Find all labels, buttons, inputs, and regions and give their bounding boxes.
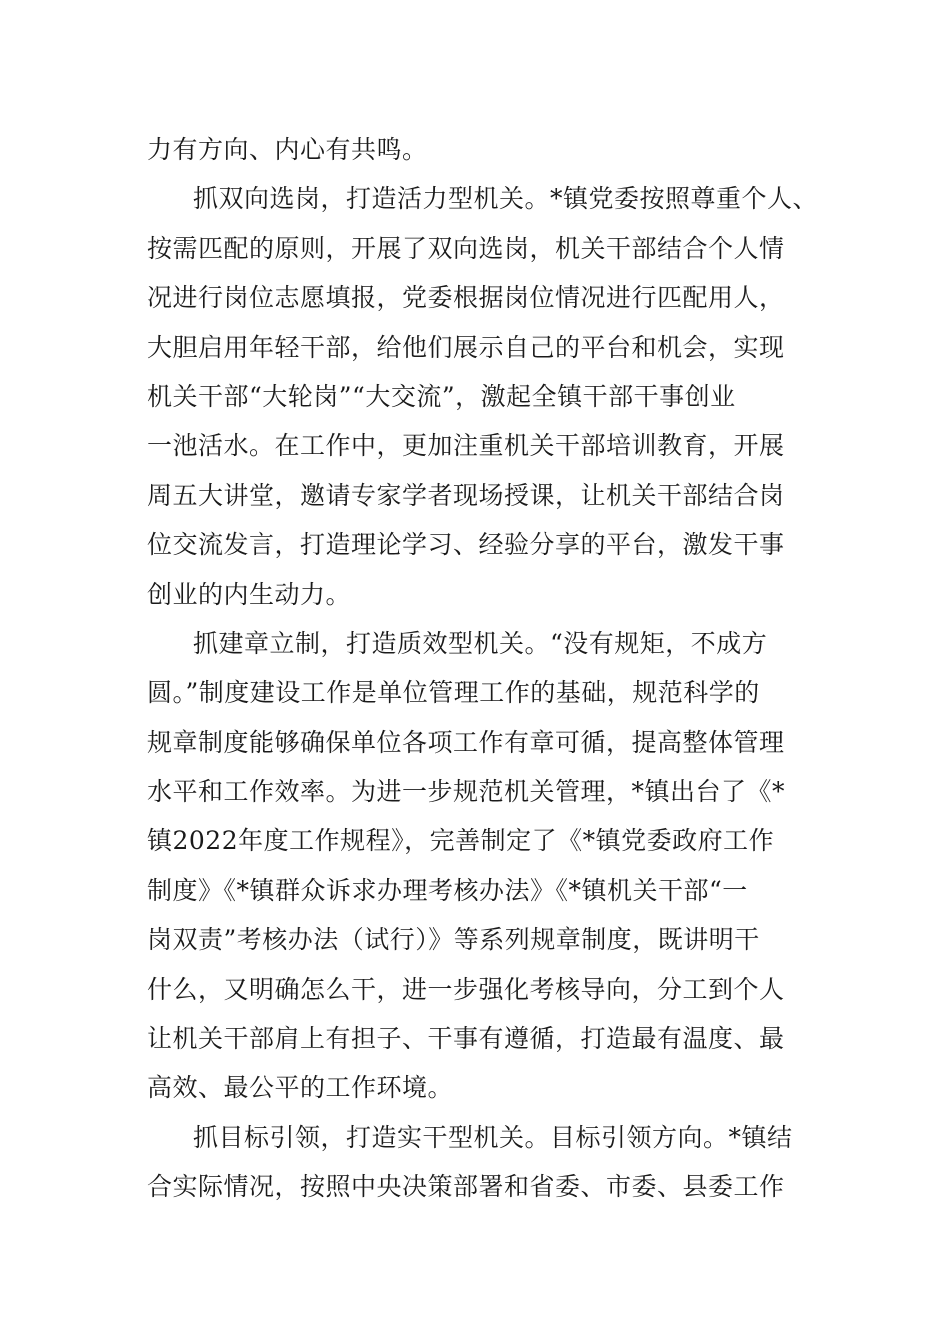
text-line: 制度》《*镇群众诉求办理考核办法》《*镇机关干部“一 <box>147 875 748 905</box>
text-line: 镇2022年度工作规程》，完善制定了《*镇党委政府工作 <box>147 826 775 856</box>
text-line: 一池活水。在工作中，更加注重机关干部培训教育，开展 <box>147 431 785 461</box>
text-line: 按需匹配的原则，开展了双向选岗，机关干部结合个人情 <box>147 233 785 263</box>
text-line: 大胆启用年轻干部，给他们展示自己的平台和机会，实现 <box>147 332 785 362</box>
paragraph-first-line: 抓双向选岗，打造活力型机关。*镇党委按照尊重个人、 <box>193 184 819 214</box>
text-line: 机关干部“大轮岗”“大交流”，激起全镇干部干事创业 <box>147 381 736 411</box>
text-line: 况进行岗位志愿填报，党委根据岗位情况进行匹配用人， <box>147 283 785 313</box>
text-line: 位交流发言，打造理论学习、经验分享的平台，激发干事 <box>147 530 785 560</box>
text-line: 合实际情况，按照中央决策部署和省委、市委、县委工作 <box>147 1172 785 1202</box>
text-line: 力有方向、内心有共鸣。 <box>147 135 428 164</box>
document-body <box>147 125 817 1212</box>
text-line: 圆。”制度建设工作是单位管理工作的基础，规范科学的 <box>147 678 760 708</box>
text-line: 水平和工作效率。为进一步规范机关管理，*镇出台了《* <box>147 777 786 807</box>
paragraph-first-line: 抓目标引领，打造实干型机关。目标引领方向。*镇结 <box>193 1122 793 1152</box>
text-line: 岗双责”考核办法（试行）》等系列规章制度，既讲明干 <box>147 925 760 955</box>
paragraph-first-line: 抓建章立制，打造质效型机关。“没有规矩，不成方 <box>193 628 768 658</box>
text-line: 什么，又明确怎么干，进一步强化考核导向，分工到个人 <box>147 974 785 1004</box>
text-line: 创业的内生动力。 <box>147 579 352 609</box>
text-line: 让机关干部肩上有担子、干事有遵循，打造最有温度、最 <box>147 1024 785 1054</box>
text-line: 周五大讲堂，邀请专家学者现场授课，让机关干部结合岗 <box>147 480 785 510</box>
text-line: 规章制度能够确保单位各项工作有章可循，提高整体管理 <box>147 727 785 757</box>
text-line: 高效、最公平的工作环境。 <box>147 1073 454 1103</box>
